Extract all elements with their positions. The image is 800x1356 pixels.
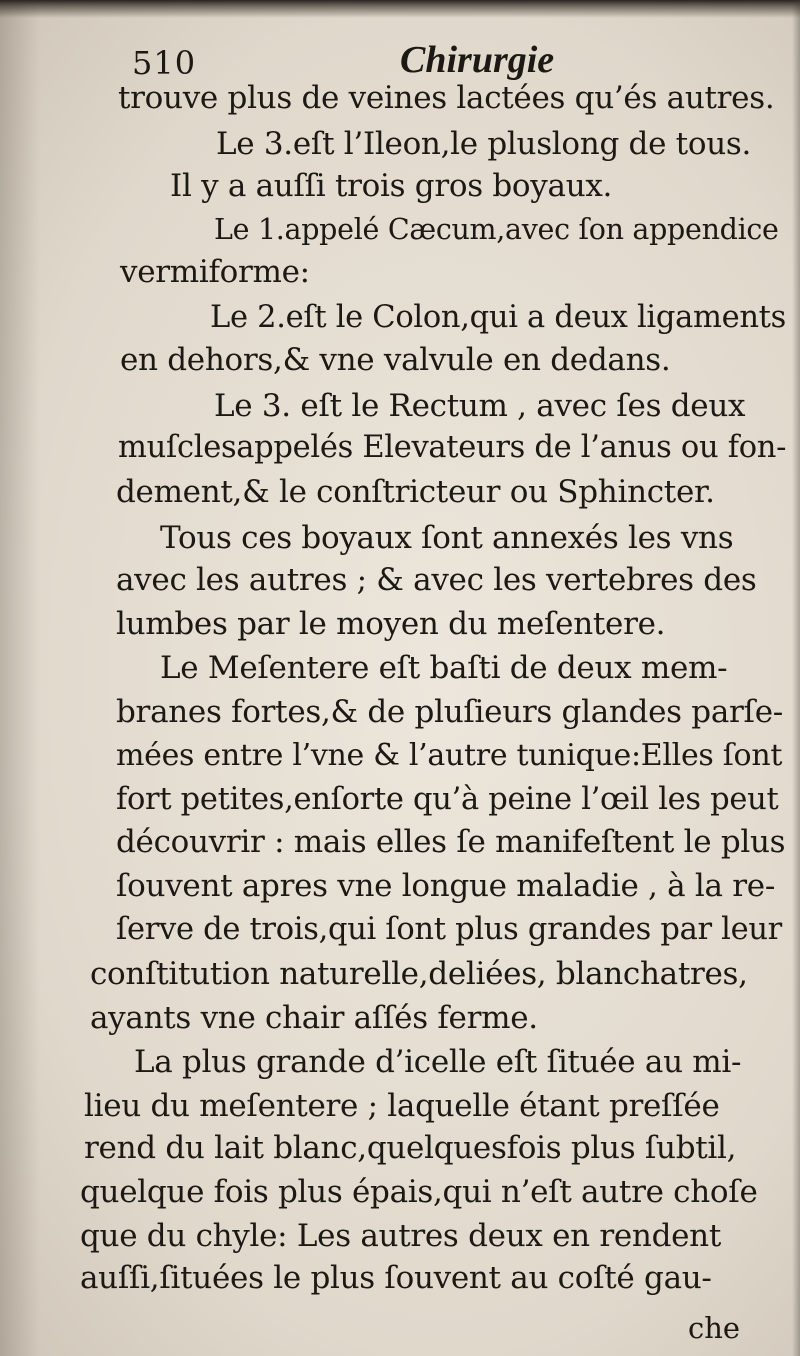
page-number: 510 bbox=[132, 44, 197, 82]
text-line: Le 1.appelé Cæcum,avec ſon appendice bbox=[214, 213, 779, 246]
text-line: ſerve de trois,qui ſont plus grandes par leur bbox=[116, 912, 782, 947]
text-line: que du chyle: Les autres deux en rendent bbox=[80, 1218, 721, 1254]
text-line: trouve plus de veines lactées qu’és autres. bbox=[118, 80, 775, 116]
text-line: La plus grande d’icelle eſt ſituée au mi- bbox=[134, 1044, 742, 1080]
text-line: dement,& le conſtricteur ou Sphincter. bbox=[116, 474, 715, 510]
text-line: lieu du meſentere ; laquelle étant preſſée bbox=[84, 1088, 720, 1124]
text-line: lumbes par le moyen du meſentere. bbox=[116, 606, 666, 642]
text-line: fort petites,enſorte qu’à peine l’œil les peut bbox=[116, 782, 779, 817]
text-line: mées entre l’vne & l’autre tunique:Elles ſont bbox=[116, 738, 783, 773]
text-line: auſſi,ſituées le plus ſouvent au coſté gau- bbox=[80, 1260, 712, 1296]
text-line: Le 3.eſt l’Ileon,le pluslong de tous. bbox=[216, 126, 752, 162]
text-line: muſclesappelés Elevateurs de l’anus ou fon- bbox=[118, 430, 787, 465]
text-line: quelque fois plus épais,qui n’eſt autre choſe bbox=[80, 1174, 758, 1210]
text-line: Le 2.eſt le Colon,qui a deux ligaments bbox=[210, 300, 786, 335]
running-title: Chirurgie bbox=[400, 39, 555, 81]
text-line: rend du lait blanc,quelquesfois plus ſubtil, bbox=[84, 1130, 737, 1166]
text-line: Le Meſentere eſt baſti de deux mem- bbox=[160, 650, 728, 686]
text-line: Tous ces boyaux ſont annexés les vns bbox=[160, 520, 734, 556]
catchword: che bbox=[688, 1311, 741, 1345]
text-line: avec les autres ; & avec les vertebres des bbox=[116, 562, 757, 598]
text-line: découvrir : mais elles ſe manifeſtent le plus bbox=[116, 824, 786, 860]
text-line: ſouvent apres vne longue maladie , à la re- bbox=[116, 868, 775, 904]
text-line: conſtitution naturelle,deliées, blanchatres, bbox=[90, 956, 748, 992]
text-line: en dehors,& vne valvule en dedans. bbox=[120, 342, 671, 378]
text-line: Il y a auſſi trois gros boyaux. bbox=[170, 168, 613, 204]
text-line: vermiforme: bbox=[120, 254, 310, 290]
text-line: ayants vne chair aſſés ferme. bbox=[90, 1000, 538, 1036]
text-line: branes fortes,& de pluſieurs glandes parſe- bbox=[116, 694, 783, 730]
text-line: Le 3. eſt le Rectum , avec ſes deux bbox=[214, 388, 746, 424]
